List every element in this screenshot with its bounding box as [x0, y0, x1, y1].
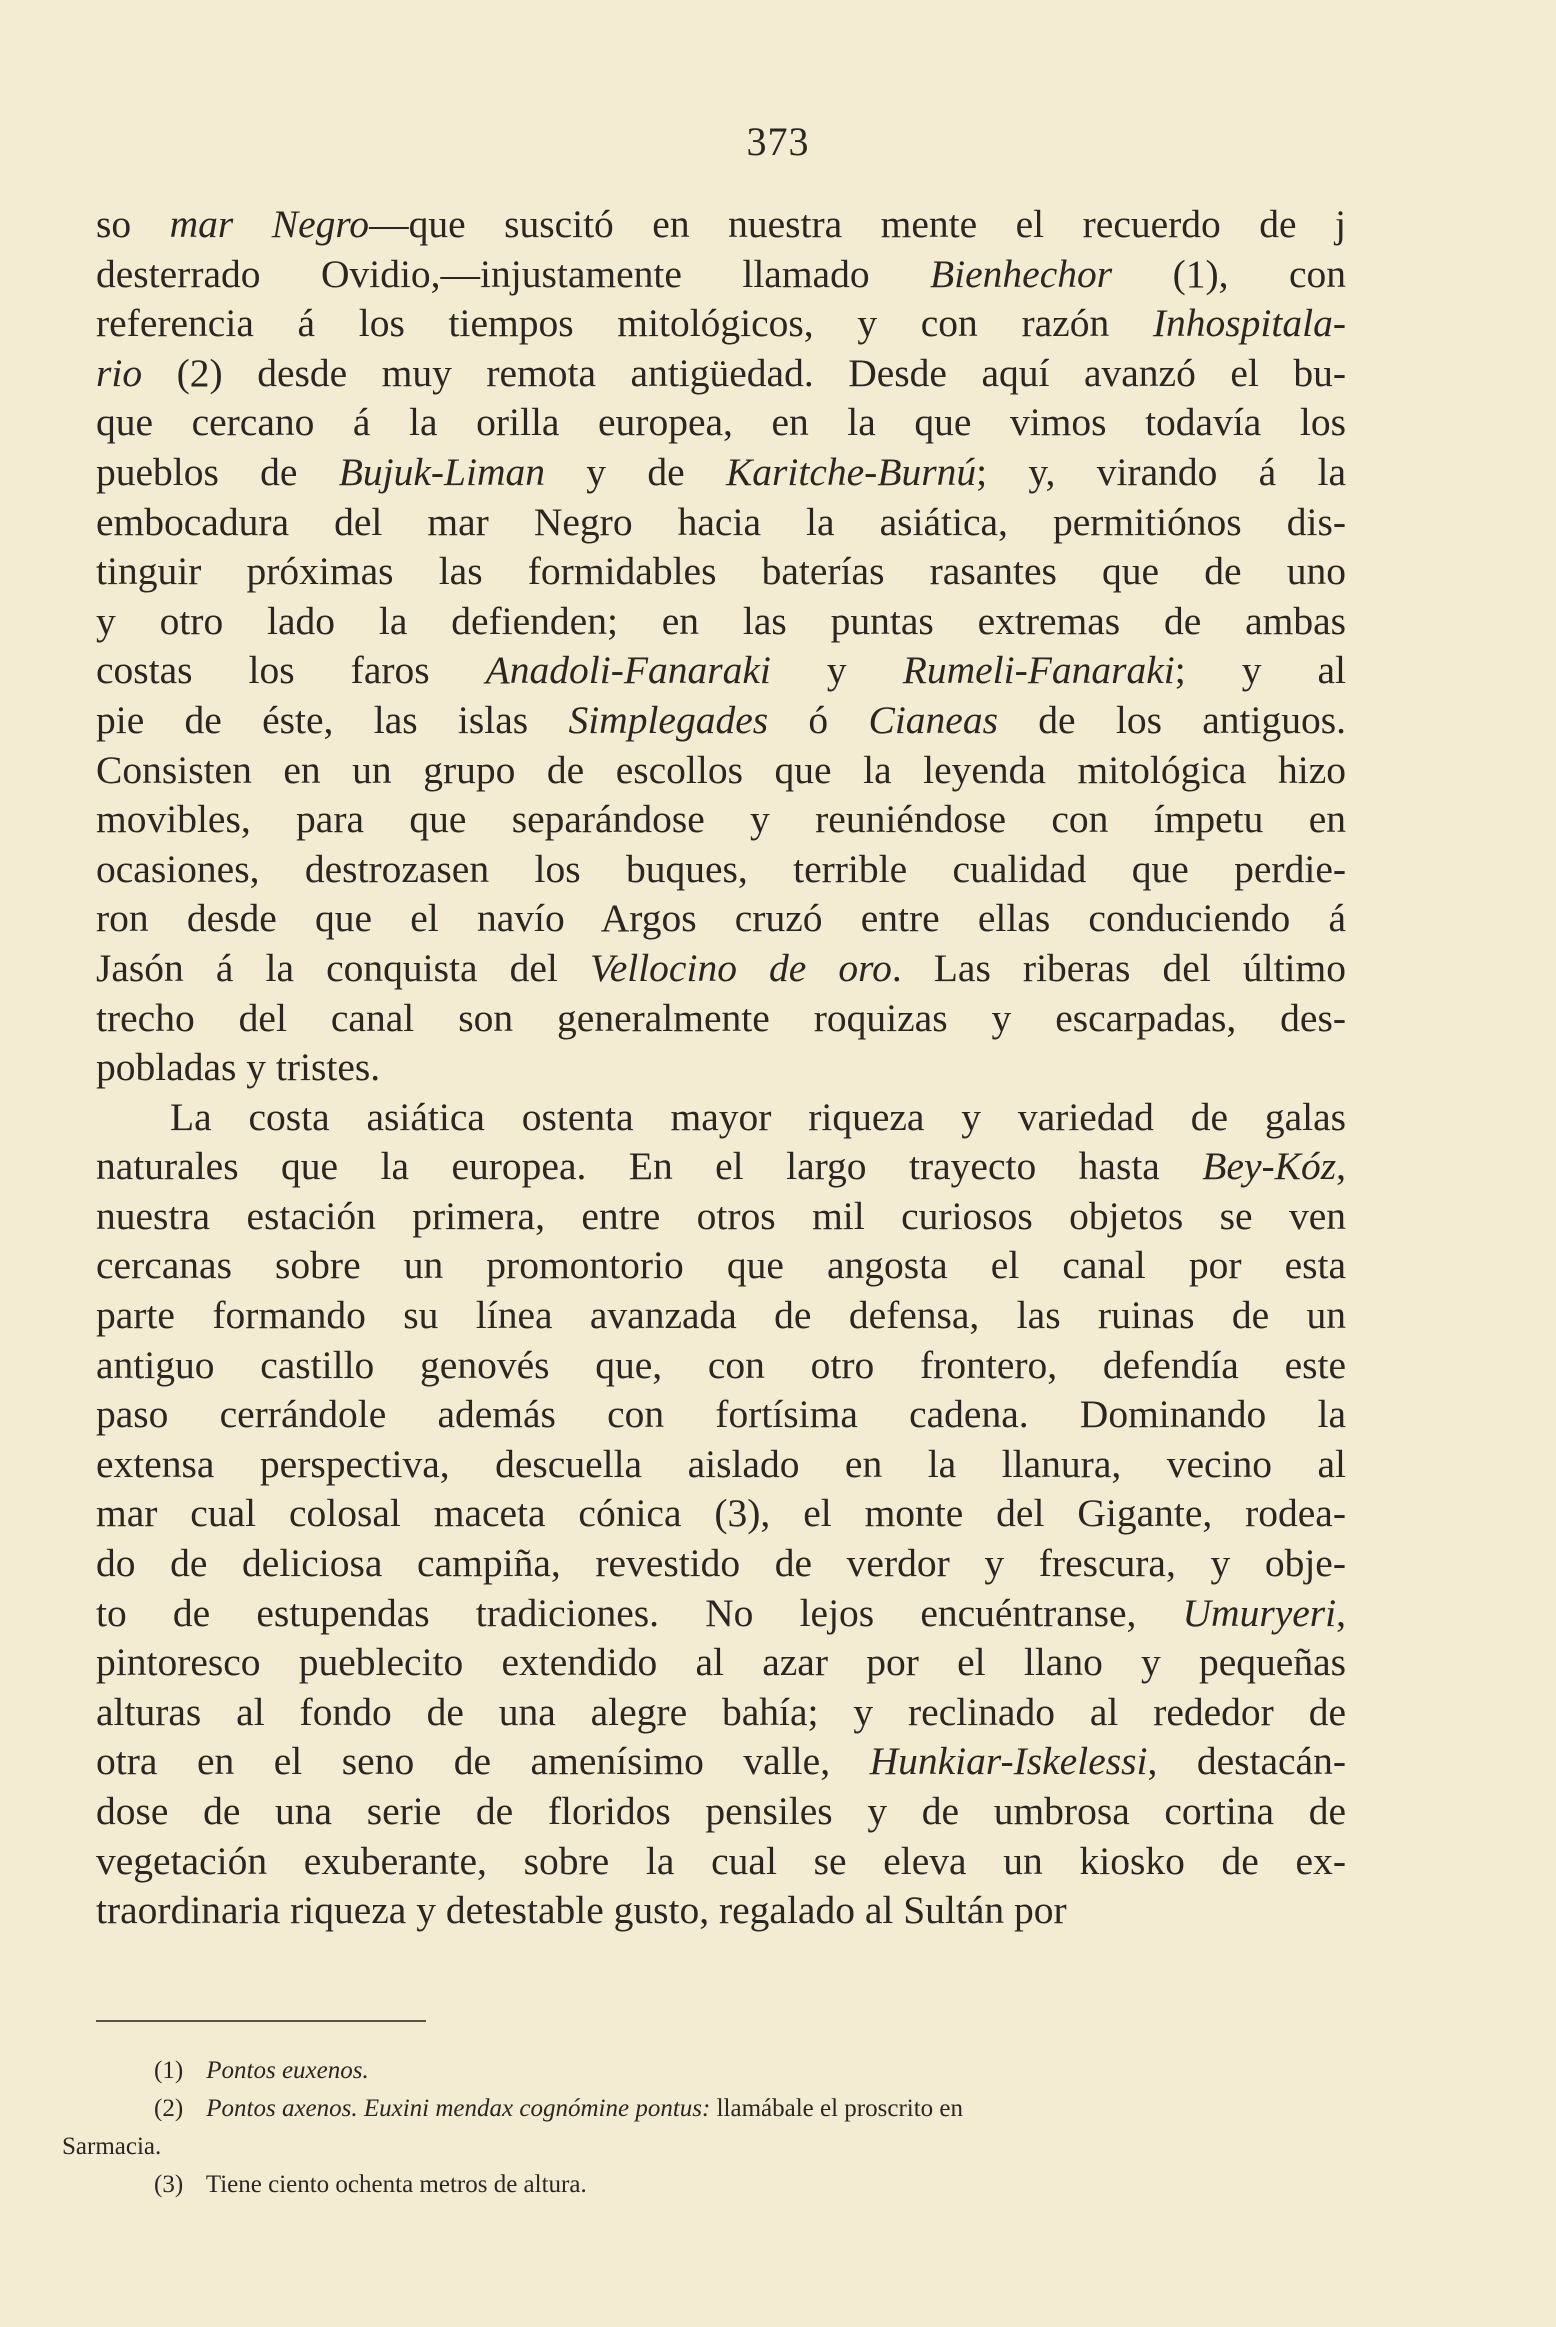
footnote-marker: (1) [154, 2057, 184, 2084]
text-line: traordinaria riqueza y detestable gusto, regalado al Sultán por [96, 1888, 1067, 1933]
page-number: 373 [746, 119, 810, 164]
text-line: vegetación exuberante, sobre la cual se eleva un kiosko de ex- [96, 1838, 1346, 1883]
text-line: referencia á los tiempos mitológicos, y con razón Inhospitala- [96, 301, 1346, 346]
text-line: Jasón á la conquista del Vellocino de oro. Las riberas del último [96, 945, 1346, 990]
text-line: antiguo castillo genovés que, con otro frontero, defendía este [96, 1342, 1346, 1387]
text-line: pueblos de Bujuk-Liman y de Karitche-Burnú; y, virando á la [96, 449, 1346, 494]
body-text [96, 200, 1346, 1936]
footnote-marker: (3) [154, 2171, 184, 2198]
text-line: alturas al fondo de una alegre bahía; y reclinado al rededor de [96, 1689, 1346, 1734]
footnote-line: (2) Pontos axenos. Euxini mendax cognómine pontus: llamábale el proscrito en [108, 2090, 1348, 2128]
text-line: Consisten en un grupo de escollos que la leyenda mitológica hizo [96, 747, 1346, 792]
text-line: trecho del canal son generalmente roquizas y escarpadas, des- [96, 995, 1346, 1040]
text-line: que cercano á la orilla europea, en la que vimos todavía los [96, 400, 1346, 445]
footnote-line: Sarmacia. [62, 2133, 162, 2160]
text-line: costas los faros Anadoli-Fanaraki y Rumeli-Fanaraki; y al [96, 648, 1347, 693]
text-line: paso cerrándole además con fortísima cadena. Dominando la [96, 1392, 1346, 1437]
text-line: pintoresco pueblecito extendido al azar por el llano y pequeñas [96, 1640, 1346, 1685]
text-line: mar cual colosal maceta cónica (3), el monte del Gigante, rodea- [96, 1491, 1346, 1536]
text-line: rio (2) desde muy remota antigüedad. Desde aquí avanzó el bu- [96, 350, 1346, 395]
footnote-marker: (2) [154, 2095, 184, 2122]
text-line: tinguir próximas las formidables baterías rasantes que de uno [96, 549, 1346, 594]
text-line: y otro lado la defienden; en las puntas extremas de ambas [96, 598, 1346, 643]
text-line: so mar Negro—que suscitó en nuestra mente el recuerdo de j [96, 202, 1347, 246]
text-line: do de deliciosa campiña, revestido de verdor y frescura, y obje- [96, 1541, 1346, 1586]
text-line: pobladas y tristes. [96, 1045, 381, 1090]
text-line: to de estupendas tradiciones. No lejos encuéntranse, Umuryeri, [96, 1590, 1346, 1635]
footnote-line: (3) Tiene ciento ochenta metros de altura. [108, 2166, 1348, 2204]
text-line: dose de una serie de floridos pensiles y de umbrosa cortina de [96, 1789, 1346, 1833]
text-line: desterrado Ovidio,—injustamente llamado Bienhechor (1), con [96, 251, 1346, 296]
footnote-rule [96, 2020, 426, 2022]
footnote-line: (1) Pontos euxenos. [108, 2052, 1348, 2090]
footnotes [62, 2052, 1348, 2204]
text-line: parte formando su línea avanzada de defensa, las ruinas de un [96, 1293, 1346, 1338]
text-line: embocadura del mar Negro hacia la asiática, permitiónos dis- [96, 499, 1346, 544]
text-line: nuestra estación primera, entre otros mil curiosos objetos se ven [96, 1193, 1346, 1238]
text-line: otra en el seno de amenísimo valle, Hunkiar-Iskelessi, destacán- [96, 1739, 1346, 1784]
text-line: pie de éste, las islas Simplegades ó Cianeas de los antiguos. [96, 697, 1346, 742]
text-line: ron desde que el navío Argos cruzó entre ellas conduciendo á [96, 896, 1346, 941]
text-line: movibles, para que separándose y reuniéndose con ímpetu en [96, 797, 1346, 842]
text-line: ocasiones, destrozasen los buques, terrible cualidad que perdie- [96, 846, 1346, 891]
text-line: extensa perspectiva, descuella aislado en la llanura, vecino al [96, 1441, 1346, 1486]
text-line: naturales que la europea. En el largo trayecto hasta Bey-Kóz, [96, 1144, 1346, 1189]
text-line: cercanas sobre un promontorio que angosta el canal por esta [96, 1243, 1346, 1288]
text-line: La costa asiática ostenta mayor riqueza y variedad de galas [170, 1094, 1346, 1139]
